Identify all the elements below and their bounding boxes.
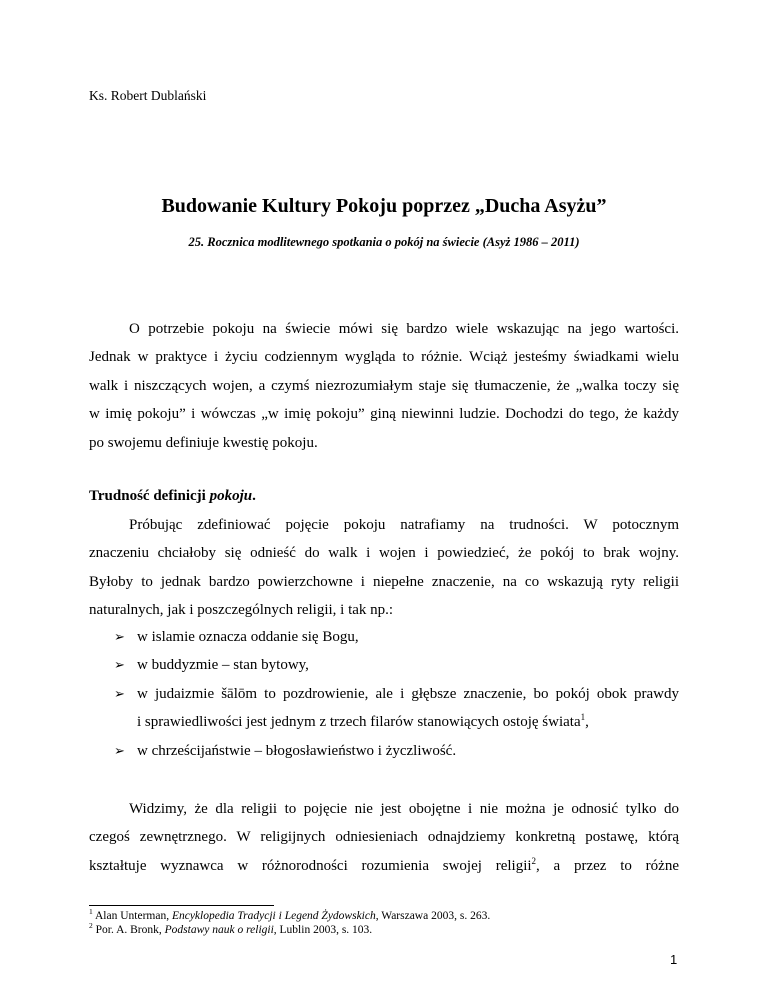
paragraph-line: znaczeniu chciałoby się odnieść do walk i wojen i powiedzieć, że pokój to brak wojny.	[89, 545, 679, 562]
paragraph-line: czegoś zewnętrznego. W religijnych odniesieniach odnajdziemy konkretną postawę, którą	[89, 829, 679, 846]
footnote-text: , Warszawa 2003, s. 263.	[375, 910, 491, 922]
paragraph-line: naturalnych, jak i poszczególnych religii, i tak np.:	[89, 602, 394, 619]
footnote-divider	[89, 905, 274, 906]
arrow-bullet-icon: ➢	[114, 685, 125, 701]
paragraph-line: Jednak w praktyce i życiu codziennym wygląda to różnie. Wciąż jesteśmy świadkami wielu	[89, 349, 679, 366]
section-paragraph	[89, 511, 679, 625]
paragraph-line: Byłoby to jednak bardzo powierzchowne i niepełne znaczenie, na co wskazują ryty religii	[89, 573, 679, 590]
section-heading-emphasis: pokoju	[209, 488, 253, 504]
footnote-number: 1	[89, 907, 93, 917]
footnote-2	[89, 923, 490, 937]
footnotes	[89, 909, 490, 937]
footnote-ref-2: 2	[531, 855, 537, 866]
paragraph-line: w imię pokoju” i wówczas „w imię pokoju” giną niewinni ludzie. Dochodzi do tego, że każdy	[89, 406, 679, 423]
section-heading-prefix: Trudność definicji	[89, 488, 210, 504]
list-item	[114, 737, 679, 765]
footnote-text: Por. A. Bronk,	[92, 924, 165, 936]
list-item-text-tail: ,	[585, 714, 589, 731]
list-item-text: w judaizmie šālōm to pozdrowienie, ale i głębsze znaczenie, bo pokój obok prawdy	[137, 685, 679, 702]
paragraph-line: O potrzebie pokoju na świecie mówi się bardzo wiele wskazując na jego wartości.	[129, 321, 679, 337]
list-item-text: w buddyzmie – stan bytowy,	[137, 657, 309, 674]
paragraph-line-part: , a przez to różne	[536, 857, 679, 874]
religion-definitions-list	[114, 623, 679, 765]
footnote-book-title: Encyklopedia Tradycji i Legend Żydowskich	[171, 910, 376, 922]
list-item-text: w chrześcijaństwie – błogosławieństwo i życzliwość.	[137, 742, 457, 759]
footnote-text: Alan Unterman,	[92, 910, 172, 922]
list-item	[114, 680, 679, 737]
footnote-number: 2	[89, 921, 93, 931]
author-name: Ks. Robert Dublański	[89, 88, 207, 103]
list-item	[114, 651, 679, 679]
section-heading	[89, 486, 256, 506]
arrow-bullet-icon: ➢	[114, 629, 125, 644]
list-item-text-continued	[137, 708, 679, 736]
document-title: Budowanie Kultury Pokoju poprzez „Ducha Asyżu”	[161, 195, 607, 217]
list-item-text-line2: i sprawiedliwości jest jednym z trzech filarów stanowiących ostoję świata	[137, 714, 581, 731]
paragraph-line	[89, 852, 679, 880]
footnote-ref-1: 1	[580, 712, 586, 723]
footnote-1	[89, 909, 490, 923]
closing-paragraph	[89, 795, 679, 880]
page-number: 1	[670, 952, 678, 967]
paragraph-line: Próbując zdefiniować pojęcie pokoju natrafiamy na trudności. W potocznym	[129, 517, 679, 533]
paragraph-line: Widzimy, że dla religii to pojęcie nie jest obojętne i nie można je odnosić tylko do	[129, 801, 679, 817]
list-item	[114, 623, 679, 651]
list-item-text: w islamie oznacza oddanie się Bogu,	[137, 629, 359, 645]
section-heading-suffix: .	[252, 488, 256, 504]
arrow-bullet-icon: ➢	[114, 657, 125, 673]
footnote-text: , Lublin 2003, s. 103.	[273, 924, 373, 936]
intro-paragraph	[89, 315, 679, 457]
footnote-book-title: Podstawy nauk o religii	[164, 924, 274, 936]
paragraph-line: po swojemu definiuje kwestię pokoju.	[89, 434, 318, 451]
paragraph-line: walk i niszczących wojen, a czymś niezrozumiałym staje się tłumaczenie, że „walka toczy się	[89, 377, 679, 394]
arrow-bullet-icon: ➢	[114, 742, 125, 758]
document-subtitle: 25. Rocznica modlitewnego spotkania o pokój na świecie (Asyż 1986 – 2011)	[188, 235, 580, 249]
paragraph-line-part: kształtuje wyznawca w różnorodności rozumienia swojej religii	[89, 857, 532, 874]
